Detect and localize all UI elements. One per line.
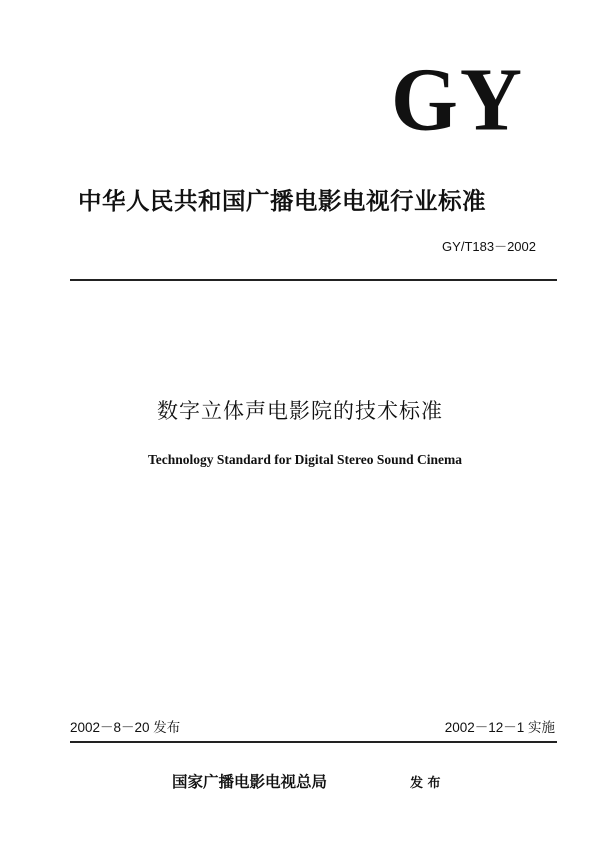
effective-date: 2002－12－1 实施 <box>444 720 555 735</box>
standard-code: GY/T183－2002 <box>442 239 536 254</box>
top-divider <box>70 279 557 281</box>
publisher-name: 国家广播电影电视总局 <box>172 773 328 791</box>
bottom-divider <box>70 741 557 743</box>
issue-date: 2002－8－20 发布 <box>70 720 181 735</box>
issuer-title: 中华人民共和国广播电影电视行业标准 <box>78 187 486 215</box>
document-title-chinese: 数字立体声电影院的技术标准 <box>157 399 443 423</box>
document-title-english: Technology Standard for Digital Stereo Sound Cinema <box>147 452 463 467</box>
publish-label: 发 布 <box>410 776 441 791</box>
gy-logo: GY <box>391 48 524 150</box>
